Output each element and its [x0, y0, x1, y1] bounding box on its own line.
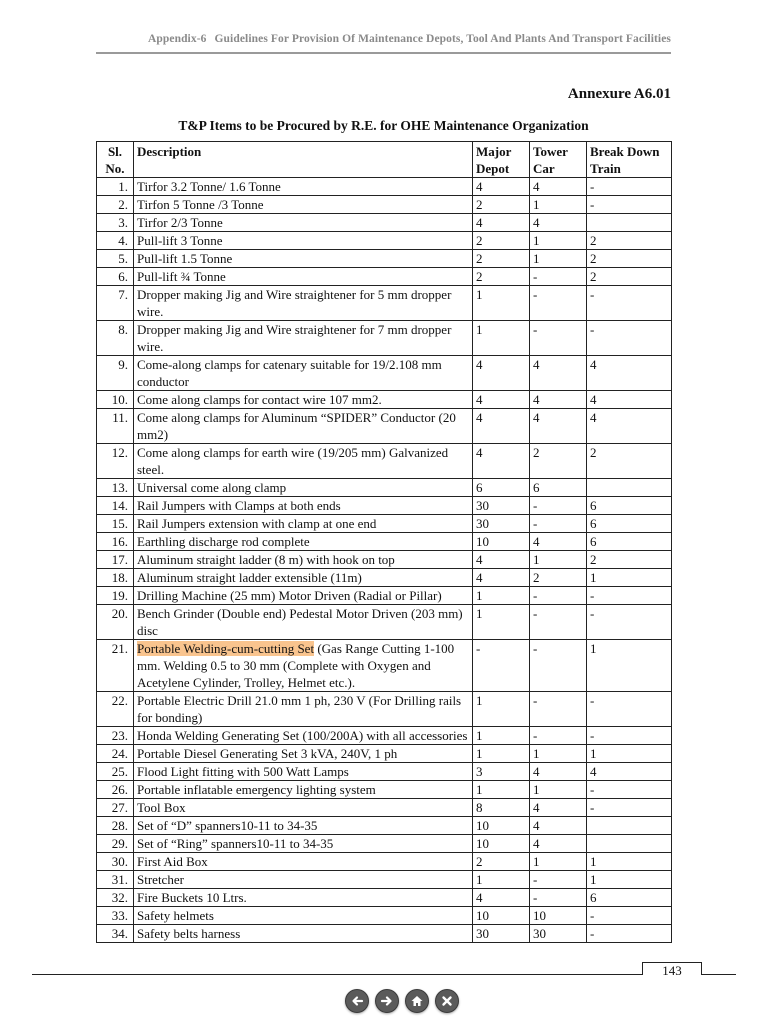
- cell-major-depot: 4: [473, 178, 530, 196]
- cell-tower-car: 1: [530, 250, 587, 268]
- cell-major-depot: -: [473, 640, 530, 692]
- running-header: [96, 33, 671, 45]
- cell-description: [134, 515, 473, 533]
- cell-description: [134, 799, 473, 817]
- cell-break-down-train: 2: [587, 232, 672, 250]
- cell-tower-car: 4: [530, 835, 587, 853]
- cell-description: [134, 409, 473, 444]
- description-text: Pull-lift 3 Tonne: [137, 233, 223, 248]
- table-row: [97, 727, 672, 745]
- description-text: Bench Grinder (Double end) Pedestal Motor Driven (203 mm) disc: [137, 606, 463, 638]
- description-text: Portable Diesel Generating Set 3 kVA, 240V, 1 ph: [137, 746, 398, 761]
- description-text: Come along clamps for earth wire (19/205 mm) Galvanized steel.: [137, 445, 449, 477]
- cell-major-depot: 2: [473, 268, 530, 286]
- cell-break-down-train: 2: [587, 444, 672, 479]
- cell-tower-car: -: [530, 889, 587, 907]
- cell-description: [134, 321, 473, 356]
- description-text: (Gas Range Cutting 1-100 mm. Welding 0.5 to 30 mm (Complete with Oxygen and Acetylene Cylinder, Trolley, Helmet etc.).: [137, 641, 455, 690]
- cell-tower-car: 1: [530, 745, 587, 763]
- cell-break-down-train: -: [587, 692, 672, 727]
- highlighted-text: Portable Welding-cum-cutting Set: [137, 641, 315, 656]
- table-row: [97, 853, 672, 871]
- cell-sl-no: 32.: [97, 889, 134, 907]
- table-row: [97, 196, 672, 214]
- cell-major-depot: 4: [473, 569, 530, 587]
- cell-break-down-train: 2: [587, 250, 672, 268]
- cell-sl-no: 20.: [97, 605, 134, 640]
- cell-tower-car: 2: [530, 569, 587, 587]
- cell-sl-no: 11.: [97, 409, 134, 444]
- cell-description: [134, 286, 473, 321]
- cell-tower-car: -: [530, 497, 587, 515]
- cell-description: [134, 853, 473, 871]
- cell-description: [134, 871, 473, 889]
- back-arrow-icon: [350, 994, 364, 1008]
- column-header-description: Description: [134, 142, 473, 178]
- cell-description: [134, 214, 473, 232]
- table-row: [97, 605, 672, 640]
- cell-tower-car: -: [530, 727, 587, 745]
- column-header-break-down-train: Break Down Train: [587, 142, 672, 178]
- cell-break-down-train: [587, 479, 672, 497]
- cell-major-depot: 4: [473, 444, 530, 479]
- table-row: [97, 569, 672, 587]
- cell-tower-car: -: [530, 692, 587, 727]
- cell-sl-no: 13.: [97, 479, 134, 497]
- cell-major-depot: 10: [473, 907, 530, 925]
- close-button[interactable]: [435, 989, 459, 1013]
- cell-tower-car: 10: [530, 907, 587, 925]
- cell-major-depot: 1: [473, 871, 530, 889]
- cell-break-down-train: 4: [587, 391, 672, 409]
- footer-divider: [32, 974, 736, 975]
- cell-break-down-train: -: [587, 727, 672, 745]
- cell-break-down-train: 1: [587, 569, 672, 587]
- description-text: Aluminum straight ladder (8 m) with hook on top: [137, 552, 395, 567]
- cell-tower-car: 1: [530, 196, 587, 214]
- cell-major-depot: 1: [473, 727, 530, 745]
- cell-sl-no: 30.: [97, 853, 134, 871]
- cell-sl-no: 5.: [97, 250, 134, 268]
- table-row: [97, 286, 672, 321]
- description-text: Pull-lift ¾ Tonne: [137, 269, 226, 284]
- table-row: [97, 551, 672, 569]
- cell-description: [134, 835, 473, 853]
- description-text: Stretcher: [137, 872, 184, 887]
- table-row: [97, 533, 672, 551]
- cell-major-depot: 2: [473, 232, 530, 250]
- table-row: [97, 925, 672, 943]
- cell-tower-car: -: [530, 286, 587, 321]
- cell-sl-no: 14.: [97, 497, 134, 515]
- description-text: Come along clamps for contact wire 107 mm2.: [137, 392, 382, 407]
- cell-major-depot: 10: [473, 835, 530, 853]
- cell-description: [134, 587, 473, 605]
- table-row: [97, 409, 672, 444]
- table-row: [97, 835, 672, 853]
- description-text: Tool Box: [137, 800, 186, 815]
- cell-break-down-train: 1: [587, 871, 672, 889]
- cell-description: [134, 569, 473, 587]
- cell-major-depot: 1: [473, 692, 530, 727]
- forward-button[interactable]: [375, 989, 399, 1013]
- cell-break-down-train: 1: [587, 853, 672, 871]
- table-row: [97, 692, 672, 727]
- cell-sl-no: 3.: [97, 214, 134, 232]
- description-text: Safety helmets: [137, 908, 214, 923]
- cell-tower-car: 4: [530, 356, 587, 391]
- cell-break-down-train: -: [587, 321, 672, 356]
- cell-tower-car: -: [530, 515, 587, 533]
- cell-description: [134, 444, 473, 479]
- description-text: Universal come along clamp: [137, 480, 287, 495]
- back-button[interactable]: [345, 989, 369, 1013]
- table-row: [97, 178, 672, 196]
- description-text: Tirfon 5 Tonne /3 Tonne: [137, 197, 264, 212]
- cell-description: [134, 640, 473, 692]
- cell-break-down-train: -: [587, 286, 672, 321]
- cell-description: [134, 551, 473, 569]
- cell-tower-car: 6: [530, 479, 587, 497]
- cell-sl-no: 9.: [97, 356, 134, 391]
- cell-description: [134, 925, 473, 943]
- cell-break-down-train: -: [587, 178, 672, 196]
- cell-sl-no: 27.: [97, 799, 134, 817]
- cell-major-depot: 1: [473, 587, 530, 605]
- description-text: Tirfor 2/3 Tonne: [137, 215, 223, 230]
- cell-tower-car: -: [530, 321, 587, 356]
- cell-major-depot: 3: [473, 763, 530, 781]
- column-header-tower-car: Tower Car: [530, 142, 587, 178]
- description-text: Portable inflatable emergency lighting system: [137, 782, 376, 797]
- description-text: Honda Welding Generating Set (100/200A) with all accessories: [137, 728, 468, 743]
- table-row: [97, 889, 672, 907]
- column-header-major-depot: Major Depot: [473, 142, 530, 178]
- cell-sl-no: 19.: [97, 587, 134, 605]
- cell-sl-no: 2.: [97, 196, 134, 214]
- description-text: Rail Jumpers extension with clamp at one end: [137, 516, 377, 531]
- description-text: Set of “D” spanners10-11 to 34-35: [137, 818, 318, 833]
- cell-sl-no: 7.: [97, 286, 134, 321]
- description-text: Flood Light fitting with 500 Watt Lamps: [137, 764, 349, 779]
- cell-major-depot: 1: [473, 781, 530, 799]
- table-row: [97, 587, 672, 605]
- cell-sl-no: 10.: [97, 391, 134, 409]
- page-number: 143: [642, 962, 702, 975]
- cell-tower-car: 1: [530, 853, 587, 871]
- description-text: Portable Electric Drill 21.0 mm 1 ph, 230 V (For Drilling rails for bonding): [137, 693, 462, 725]
- cell-sl-no: 23.: [97, 727, 134, 745]
- cell-tower-car: 4: [530, 799, 587, 817]
- cell-major-depot: 2: [473, 250, 530, 268]
- cell-description: [134, 356, 473, 391]
- cell-sl-no: 26.: [97, 781, 134, 799]
- annexure-label: Annexure A6.01: [567, 86, 671, 102]
- cell-description: [134, 605, 473, 640]
- cell-description: [134, 692, 473, 727]
- cell-break-down-train: -: [587, 799, 672, 817]
- tp-items-table: [96, 141, 672, 943]
- cell-sl-no: 31.: [97, 871, 134, 889]
- cell-tower-car: -: [530, 587, 587, 605]
- table-row: [97, 745, 672, 763]
- description-text: Safety belts harness: [137, 926, 241, 941]
- table-row: [97, 871, 672, 889]
- cell-major-depot: 4: [473, 551, 530, 569]
- cell-description: [134, 817, 473, 835]
- cell-sl-no: 1.: [97, 178, 134, 196]
- cell-break-down-train: -: [587, 196, 672, 214]
- cell-major-depot: 4: [473, 391, 530, 409]
- table-row: [97, 232, 672, 250]
- cell-major-depot: 4: [473, 889, 530, 907]
- cell-major-depot: 10: [473, 817, 530, 835]
- cell-tower-car: 4: [530, 533, 587, 551]
- cell-tower-car: 4: [530, 391, 587, 409]
- cell-break-down-train: 4: [587, 763, 672, 781]
- cell-tower-car: -: [530, 640, 587, 692]
- cell-major-depot: 2: [473, 196, 530, 214]
- table-row: [97, 268, 672, 286]
- cell-tower-car: 4: [530, 763, 587, 781]
- cell-break-down-train: -: [587, 781, 672, 799]
- cell-sl-no: 21.: [97, 640, 134, 692]
- table-row: [97, 321, 672, 356]
- cell-break-down-train: 1: [587, 640, 672, 692]
- cell-sl-no: 29.: [97, 835, 134, 853]
- cell-tower-car: 4: [530, 178, 587, 196]
- cell-major-depot: 6: [473, 479, 530, 497]
- cell-description: [134, 232, 473, 250]
- cell-sl-no: 12.: [97, 444, 134, 479]
- cell-tower-car: -: [530, 605, 587, 640]
- description-text: Earthling discharge rod complete: [137, 534, 310, 549]
- cell-sl-no: 33.: [97, 907, 134, 925]
- cell-break-down-train: [587, 835, 672, 853]
- cell-description: [134, 391, 473, 409]
- cell-description: [134, 533, 473, 551]
- cell-description: [134, 907, 473, 925]
- cell-sl-no: 4.: [97, 232, 134, 250]
- description-text: Tirfor 3.2 Tonne/ 1.6 Tonne: [137, 179, 281, 194]
- cell-description: [134, 268, 473, 286]
- table-row: [97, 907, 672, 925]
- description-text: Aluminum straight ladder extensible (11m): [137, 570, 362, 585]
- cell-description: [134, 889, 473, 907]
- cell-description: [134, 196, 473, 214]
- cell-sl-no: 22.: [97, 692, 134, 727]
- cell-description: [134, 781, 473, 799]
- table-row: [97, 214, 672, 232]
- description-text: Come-along clamps for catenary suitable for 19/2.108 mm conductor: [137, 357, 442, 389]
- cell-sl-no: 8.: [97, 321, 134, 356]
- cell-tower-car: 4: [530, 409, 587, 444]
- cell-description: [134, 497, 473, 515]
- cell-break-down-train: 6: [587, 497, 672, 515]
- table-body: [97, 178, 672, 943]
- cell-tower-car: -: [530, 871, 587, 889]
- cell-break-down-train: 6: [587, 515, 672, 533]
- description-text: Come along clamps for Aluminum “SPIDER” Conductor (20 mm2): [137, 410, 456, 442]
- description-text: Dropper making Jig and Wire straightener for 7 mm dropper wire.: [137, 322, 452, 354]
- appendix-label: Appendix-6: [147, 33, 207, 45]
- cell-major-depot: 10: [473, 533, 530, 551]
- cell-tower-car: 1: [530, 232, 587, 250]
- cell-tower-car: 30: [530, 925, 587, 943]
- cell-major-depot: 1: [473, 286, 530, 321]
- cell-break-down-train: 2: [587, 551, 672, 569]
- cell-sl-no: 24.: [97, 745, 134, 763]
- description-text: Rail Jumpers with Clamps at both ends: [137, 498, 341, 513]
- description-text: Pull-lift 1.5 Tonne: [137, 251, 233, 266]
- cell-sl-no: 28.: [97, 817, 134, 835]
- cell-major-depot: 4: [473, 214, 530, 232]
- cell-break-down-train: 2: [587, 268, 672, 286]
- cell-sl-no: 17.: [97, 551, 134, 569]
- table-row: [97, 444, 672, 479]
- header-title: Guidelines For Provision Of Maintenance Depots, Tool And Plants And Transport Facilities: [214, 33, 671, 45]
- cell-break-down-train: [587, 214, 672, 232]
- table-row: [97, 250, 672, 268]
- cell-major-depot: 1: [473, 605, 530, 640]
- forward-arrow-icon: [380, 994, 394, 1008]
- description-text: First Aid Box: [137, 854, 208, 869]
- cell-sl-no: 15.: [97, 515, 134, 533]
- table-row: [97, 515, 672, 533]
- cell-sl-no: 34.: [97, 925, 134, 943]
- cell-sl-no: 18.: [97, 569, 134, 587]
- cell-break-down-train: 4: [587, 409, 672, 444]
- home-button[interactable]: [405, 989, 429, 1013]
- cell-break-down-train: -: [587, 587, 672, 605]
- cell-major-depot: 30: [473, 497, 530, 515]
- description-text: Set of “Ring” spanners10-11 to 34-35: [137, 836, 334, 851]
- cell-description: [134, 727, 473, 745]
- cell-major-depot: 2: [473, 853, 530, 871]
- cell-tower-car: 1: [530, 551, 587, 569]
- table-header-row: [97, 142, 672, 178]
- column-header-sl-no: Sl. No.: [97, 142, 134, 178]
- cell-description: [134, 763, 473, 781]
- cell-break-down-train: 1: [587, 745, 672, 763]
- cell-description: [134, 250, 473, 268]
- cell-tower-car: 1: [530, 781, 587, 799]
- cell-description: [134, 479, 473, 497]
- cell-tower-car: 2: [530, 444, 587, 479]
- cell-tower-car: 4: [530, 817, 587, 835]
- navigation-bar: [345, 989, 459, 1013]
- cell-major-depot: 30: [473, 925, 530, 943]
- cell-major-depot: 1: [473, 321, 530, 356]
- cell-description: [134, 745, 473, 763]
- table-row: [97, 763, 672, 781]
- cell-sl-no: 16.: [97, 533, 134, 551]
- table-row: [97, 640, 672, 692]
- description-text: Dropper making Jig and Wire straightener for 5 mm dropper wire.: [137, 287, 452, 319]
- table-row: [97, 817, 672, 835]
- description-text: Drilling Machine (25 mm) Motor Driven (Radial or Pillar): [137, 588, 442, 603]
- cell-break-down-train: 6: [587, 533, 672, 551]
- close-icon: [440, 994, 454, 1008]
- description-text: Fire Buckets 10 Ltrs.: [137, 890, 247, 905]
- table-row: [97, 799, 672, 817]
- cell-tower-car: -: [530, 268, 587, 286]
- table-row: [97, 356, 672, 391]
- table-row: [97, 497, 672, 515]
- cell-major-depot: 30: [473, 515, 530, 533]
- cell-sl-no: 25.: [97, 763, 134, 781]
- cell-break-down-train: -: [587, 605, 672, 640]
- cell-break-down-train: [587, 817, 672, 835]
- cell-break-down-train: 6: [587, 889, 672, 907]
- document-title: T&P Items to be Procured by R.E. for OHE Maintenance Organization: [178, 118, 589, 133]
- cell-break-down-train: 4: [587, 356, 672, 391]
- cell-major-depot: 1: [473, 745, 530, 763]
- cell-major-depot: 8: [473, 799, 530, 817]
- cell-sl-no: 6.: [97, 268, 134, 286]
- cell-break-down-train: -: [587, 925, 672, 943]
- header-divider: [96, 52, 671, 54]
- cell-major-depot: 4: [473, 409, 530, 444]
- cell-description: [134, 178, 473, 196]
- home-icon: [410, 994, 424, 1008]
- cell-tower-car: 4: [530, 214, 587, 232]
- table-row: [97, 391, 672, 409]
- table-row: [97, 479, 672, 497]
- cell-major-depot: 4: [473, 356, 530, 391]
- cell-break-down-train: -: [587, 907, 672, 925]
- table-row: [97, 781, 672, 799]
